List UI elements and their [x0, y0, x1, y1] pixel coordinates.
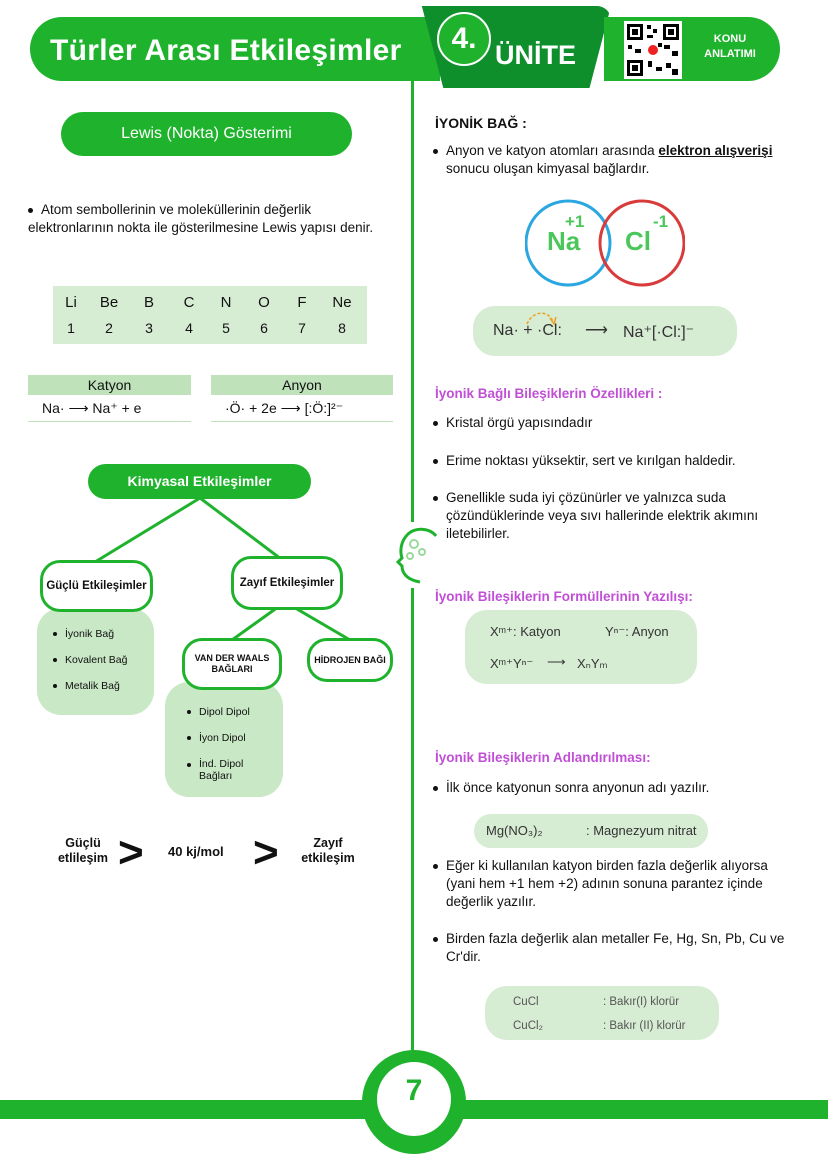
- bullet-dot: [433, 496, 438, 501]
- lewis-symbol: Li: [65, 294, 77, 311]
- lewis-description: [28, 201, 400, 237]
- iyonik-desc-text: [446, 142, 773, 178]
- list-item: [187, 706, 283, 718]
- katyon-label: Katyon: [28, 375, 191, 395]
- zayif-node: Zayıf Etkileşimler: [231, 556, 343, 610]
- lewis-number: 6: [260, 320, 268, 336]
- vdw-list: [165, 682, 283, 797]
- guclu-item: Kovalent Bağ: [65, 654, 128, 666]
- greater-than-icon: >: [118, 828, 144, 877]
- ozellik-item: [433, 452, 793, 470]
- lewis-symbol: C: [183, 294, 195, 311]
- compare-right: Zayıf etkileşim: [301, 836, 355, 865]
- guclu-item: Metalik Bağ: [65, 680, 120, 692]
- lewis-number: 7: [298, 320, 306, 336]
- ozellik-item: [433, 489, 798, 543]
- vdw-item: Dipol Dipol: [199, 706, 250, 718]
- katyon-eq-left: Na·: [42, 400, 65, 416]
- lewis-symbol: B: [143, 294, 154, 311]
- example1-box: [474, 814, 708, 848]
- example2-box: [485, 986, 719, 1040]
- unit-label: ÜNİTE: [495, 40, 576, 70]
- bullet-dot: [53, 632, 57, 636]
- bullet-dot: [187, 736, 191, 740]
- list-item: [53, 654, 154, 666]
- strength-comparison: [48, 828, 368, 877]
- ozellik-text: Erime noktası yüksektir, sert ve kırılgan haldedir.: [446, 453, 736, 468]
- arrow-icon: ⟶: [68, 400, 93, 416]
- konu-line-2: ANLATIMI: [704, 48, 756, 60]
- ozellik-title: İyonik Bağlı Bileşiklerin Özellikleri :: [435, 386, 663, 401]
- formul-eq-left: Xᵐ⁺Yⁿ⁻: [490, 656, 534, 671]
- iyonik-desc-b: sonucu oluşan kimyasal bağlardır.: [446, 161, 650, 176]
- ex2-formula: CuCl₂: [513, 1020, 544, 1032]
- konu-anlatimi-label: [694, 32, 766, 62]
- na-charge: +1: [565, 212, 585, 231]
- lewis-number: 8: [338, 320, 346, 336]
- list-item: [187, 732, 283, 744]
- ozellik-text: Kristal örgü yapısındadır: [446, 415, 593, 430]
- adlandirma-item: [433, 857, 798, 911]
- bullet-dot: [433, 937, 438, 942]
- anyon-equation: [211, 395, 393, 422]
- bullet-dot: [187, 763, 191, 767]
- bullet-dot: [53, 684, 57, 688]
- formul-eq-right: XₙYₘ: [577, 656, 608, 671]
- cl-symbol: Cl: [625, 226, 651, 256]
- iyonik-desc-bold: elektron alışverişi: [658, 143, 773, 158]
- adlandirma-title: İyonik Bileşiklerin Adlandırılması:: [435, 750, 651, 765]
- anyon-label: Anyon: [211, 375, 393, 395]
- na-cl-diagram: [525, 198, 685, 288]
- vdw-item: İnd. Dipol Bağları: [199, 758, 244, 782]
- adlandirma-item: [433, 930, 798, 966]
- ozellik-text: Genellikle suda iyi çözünürler ve yalnızca suda çözündüklerinde veya sıvı hallerinde elektrik akımını iletebilirler.: [446, 490, 759, 541]
- greater-than-icon: >: [253, 828, 279, 877]
- list-item: [53, 628, 154, 640]
- formul-box: [465, 610, 697, 684]
- list-item: [53, 680, 154, 692]
- bullet-dot: [433, 864, 438, 869]
- lewis-table: [53, 286, 367, 344]
- adlandirma-text: Birden fazla değerlik alan metaller Fe, Hg, Sn, Pb, Cu ve Cr'dir.: [446, 931, 785, 964]
- lewis-symbol: Be: [99, 294, 119, 311]
- guclu-node: Güçlü Etkileşimler: [40, 560, 153, 612]
- lewis-number: 3: [145, 320, 153, 336]
- adlandirma-text: Eğer ki kullanılan katyon birden fazla değerlik alıyorsa (yani hem +1 hem +2) adının sonuna parantez içinde değerlik yazılır.: [446, 858, 768, 909]
- anyon-eq-right: [:Ö:]²⁻: [304, 400, 344, 416]
- formul-katyon: Xᵐ⁺: Katyon: [490, 624, 561, 639]
- lewis-number: 5: [222, 320, 230, 336]
- lewis-title-pill: Lewis (Nokta) Gösterimi: [61, 112, 352, 156]
- vdw-item: İyon Dipol: [199, 732, 246, 744]
- katyon-box: [28, 375, 191, 422]
- adlandirma-item: [433, 779, 793, 797]
- lewis-number: 2: [105, 320, 113, 336]
- ozellik-item: [433, 414, 793, 432]
- bullet-dot: [433, 421, 438, 426]
- vdw-node: VAN DER WAALS BAĞLARI: [182, 638, 282, 690]
- qr-code-icon[interactable]: [624, 21, 682, 79]
- guclu-item: İyonik Bağ: [65, 628, 115, 640]
- adlandirma-text: İlk önce katyonun sonra anyonun adı yazılır.: [446, 780, 710, 795]
- iyonik-desc-a: Anyon ve katyon atomları arasında: [446, 143, 659, 158]
- bullet-dot: [187, 710, 191, 714]
- lewis-symbol: O: [258, 294, 270, 311]
- formul-title: İyonik Bileşiklerin Formüllerinin Yazılışı:: [435, 589, 693, 604]
- guclu-list: [37, 608, 154, 715]
- compare-left: Güçlü etlileşim: [57, 836, 109, 865]
- formul-anyon: Yⁿ⁻: Anyon: [605, 624, 669, 639]
- reaction-box: [473, 306, 737, 356]
- bullet-dot: [28, 208, 33, 213]
- arrow-icon: ⟶: [585, 322, 608, 339]
- iyonik-title: İYONİK BAĞ :: [435, 115, 527, 131]
- iyonik-desc: [433, 142, 773, 178]
- unit-number: 4.: [437, 12, 491, 66]
- page-number: 7: [377, 1062, 451, 1136]
- lewis-desc-text: Atom sembollerinin ve moleküllerinin değerlik elektronlarının nokta ile gösterilmesine Lewis yapısı denir.: [28, 202, 374, 235]
- list-item: [187, 758, 283, 782]
- cl-charge: -1: [653, 212, 669, 231]
- kimyasal-title-pill: Kimyasal Etkileşimler: [88, 464, 311, 499]
- ex2-formula: CuCl: [513, 996, 539, 1008]
- example1-formula: Mg(NO₃)₂: [486, 823, 543, 838]
- lewis-number: 4: [185, 320, 193, 336]
- bullet-dot: [433, 786, 438, 791]
- page-title: Türler Arası Etkileşimler: [50, 34, 402, 67]
- ex2-name: : Bakır(I) klorür: [603, 996, 680, 1008]
- ex2-name: : Bakır (II) klorür: [603, 1020, 686, 1032]
- hidrojen-node: HİDROJEN BAĞI: [307, 638, 393, 682]
- bullet-dot: [433, 149, 438, 154]
- anyon-eq-left: ·Ö· + 2e: [225, 400, 277, 416]
- anyon-box: [211, 375, 393, 422]
- arrow-icon: ⟶: [280, 400, 305, 416]
- lewis-symbol: Ne: [332, 294, 352, 311]
- arrow-icon: ⟶: [547, 654, 566, 669]
- katyon-eq-right: Na⁺ + e: [92, 400, 142, 416]
- konu-line-1: KONU: [713, 33, 747, 45]
- reaction-left: Na· + ·Cl:: [493, 322, 562, 339]
- example1-name: : Magnezyum nitrat: [586, 823, 697, 838]
- lewis-number: 1: [67, 320, 75, 336]
- bullet-dot: [53, 658, 57, 662]
- electron-transfer-arrow-icon: [523, 308, 563, 328]
- bullet-dot: [433, 459, 438, 464]
- lewis-symbol: N: [220, 294, 232, 311]
- lewis-symbol: F: [297, 294, 307, 311]
- katyon-equation: [28, 395, 191, 422]
- na-symbol: Na: [547, 226, 581, 256]
- reaction-right: Na⁺[·Cl:]⁻: [623, 324, 695, 341]
- compare-mid: 40 kj/mol: [168, 844, 224, 859]
